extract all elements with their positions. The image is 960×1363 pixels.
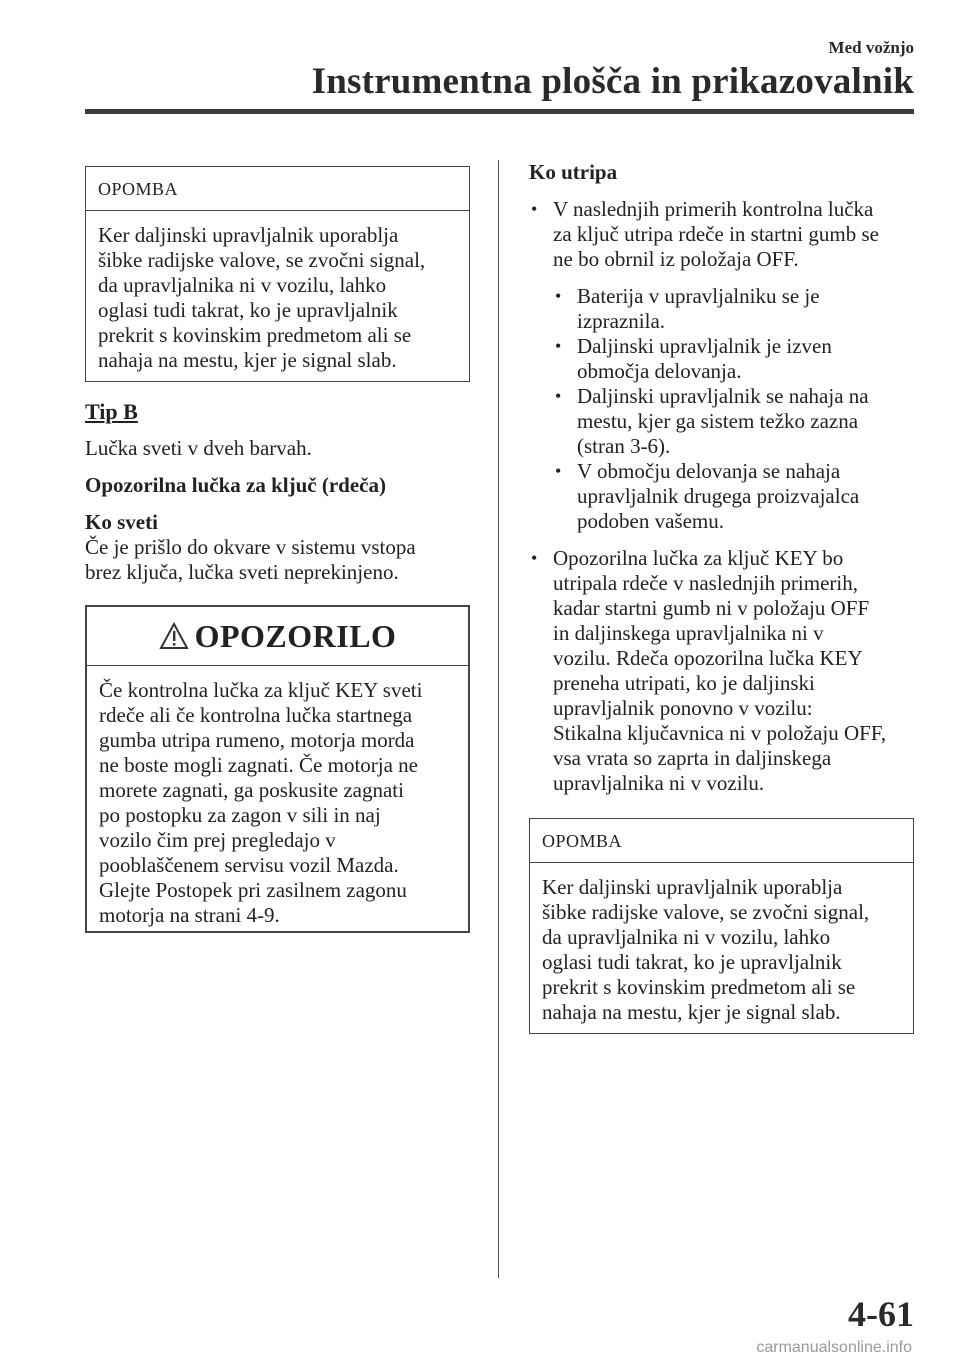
note-line: Ker daljinski upravljalnik uporablja <box>542 875 843 899</box>
note-line: nahaja na mestu, kjer je signal slab. <box>98 348 397 372</box>
warning-line: motorja na strani 4-9. <box>99 903 280 927</box>
sub-bullet-line: podoben vašemu. <box>577 509 724 533</box>
note-line: prekrit s kovinskim predmetom ali se <box>542 975 856 999</box>
watermark: carmanualsonline.info <box>756 1339 912 1356</box>
note-body <box>530 863 913 1037</box>
bullet-line: in daljinskega upravljalnika ni v <box>553 621 824 645</box>
note-heading: OPOMBA <box>86 167 469 211</box>
list-item <box>553 334 914 384</box>
sub-bullet-line: mestu, kjer ga sistem težko zazna <box>577 409 859 433</box>
list-item <box>529 197 914 534</box>
ko-sveti-heading: Ko sveti <box>85 510 158 534</box>
bullet-line: utripala rdeče v naslednjih primerih, <box>553 571 858 595</box>
note-line: prekrit s kovinskim predmetom ali se <box>98 323 412 347</box>
sub-bullet-line: upravljalnik drugega proizvajalca <box>577 484 860 508</box>
list-item <box>553 459 914 534</box>
ko-sveti-block <box>85 510 416 585</box>
warning-heading: OPOZORILO <box>194 617 397 654</box>
note-line: nahaja na mestu, kjer je signal slab. <box>542 1000 841 1024</box>
warning-line: ne boste mogli zagnati. Če motorja ne <box>99 753 418 777</box>
warning-line: vozilo čim prej pregledajo v <box>99 828 336 852</box>
sub-bullet-line: • Baterija v upravljalniku se je <box>577 284 820 308</box>
list-item <box>553 284 914 334</box>
ko-sveti-line: brez ključa, lučka sveti neprekinjeno. <box>85 560 399 584</box>
bullet-line: ne bo obrnil iz položaja OFF. <box>553 247 799 271</box>
tip-b-heading: Tip B <box>85 399 138 424</box>
note-body <box>86 211 469 385</box>
note-box-right <box>529 818 914 1034</box>
note-line: da upravljalnika ni v vozilu, lahko <box>98 273 387 297</box>
subheading-red-key: Opozorilna lučka za ključ (rdeča) <box>85 473 386 497</box>
bullet-line: upravljalnika ni v vozilu. <box>553 771 765 795</box>
sub-bullet-line: (stran 3-6). <box>577 434 671 458</box>
bullet-line: kadar startni gumb ni v položaju OFF <box>553 596 870 620</box>
note-box-left <box>85 166 470 382</box>
bullet-line: za ključ utripa rdeče in startni gumb se <box>553 222 879 246</box>
warning-line: po postopku za zagon v sili in naj <box>99 803 381 827</box>
warning-line: pooblaščenem servisu vozil Mazda. <box>99 853 399 877</box>
warning-box <box>85 605 470 933</box>
sub-bullet-list <box>553 284 914 534</box>
bullet-line: • Opozorilna lučka za ključ KEY bo <box>553 546 844 570</box>
sub-bullet-line: • V območju delovanja se nahaja <box>577 459 841 483</box>
warning-body <box>87 666 468 938</box>
sub-bullet-line: • Daljinski upravljalnik je izven <box>577 334 832 358</box>
note-line: oglasi tudi takrat, ko je upravljalnik <box>98 298 398 322</box>
note-line: šibke radijske valove, se zvočni signal, <box>98 248 426 272</box>
ko-sveti-line: Če je prišlo do okvare v sistemu vstopa <box>85 535 416 559</box>
bullet-line: Stikalna ključavnica ni v položaju OFF, <box>553 721 887 745</box>
sub-bullet-line: izpraznila. <box>577 309 666 333</box>
bullet-line: upravljalnik ponovno v vozilu: <box>553 696 813 720</box>
sub-bullet-line: • Daljinski upravljalnik se nahaja na <box>577 384 869 408</box>
warning-triangle-icon <box>159 622 189 650</box>
list-item <box>553 384 914 459</box>
ko-utripa-heading: Ko utripa <box>529 160 618 184</box>
sub-bullet-line: območja delovanja. <box>577 359 742 383</box>
header-rule <box>85 109 914 114</box>
warning-line: rdeče ali če kontrolna lučka startnega <box>99 703 413 727</box>
note-line: šibke radijske valove, se zvočni signal, <box>542 900 870 924</box>
column-divider <box>498 160 499 1278</box>
page-title: Instrumentna plošča in prikazovalnik <box>311 61 914 102</box>
note-heading: OPOMBA <box>530 819 913 863</box>
bullet-list <box>529 197 914 796</box>
note-line: da upravljalnika ni v vozilu, lahko <box>542 925 831 949</box>
note-line: Ker daljinski upravljalnik uporablja <box>98 223 399 247</box>
warning-heading-row <box>87 607 468 666</box>
bullet-line: • V naslednjih primerih kontrolna lučka <box>553 197 874 221</box>
bullet-line: vsa vrata so zaprta in daljinskega <box>553 746 832 770</box>
page-number: 4-61 <box>848 1294 914 1334</box>
warning-line: morete zagnati, ga poskusite zagnati <box>99 778 404 802</box>
list-item <box>529 546 914 796</box>
warning-line: Glejte Postopek pri zasilnem zagonu <box>99 878 407 902</box>
section-label: Med vožnjo <box>828 38 914 57</box>
bullet-line: vozilu. Rdeča opozorilna lučka KEY <box>553 646 863 670</box>
bullet-line: preneha utripati, ko je daljinski <box>553 671 815 695</box>
note-line: oglasi tudi takrat, ko je upravljalnik <box>542 950 842 974</box>
warning-line: Če kontrolna lučka za ključ KEY sveti <box>99 678 423 702</box>
intro-text: Lučka sveti v dveh barvah. <box>85 436 312 460</box>
warning-line: gumba utripa rumeno, motorja morda <box>99 728 415 752</box>
